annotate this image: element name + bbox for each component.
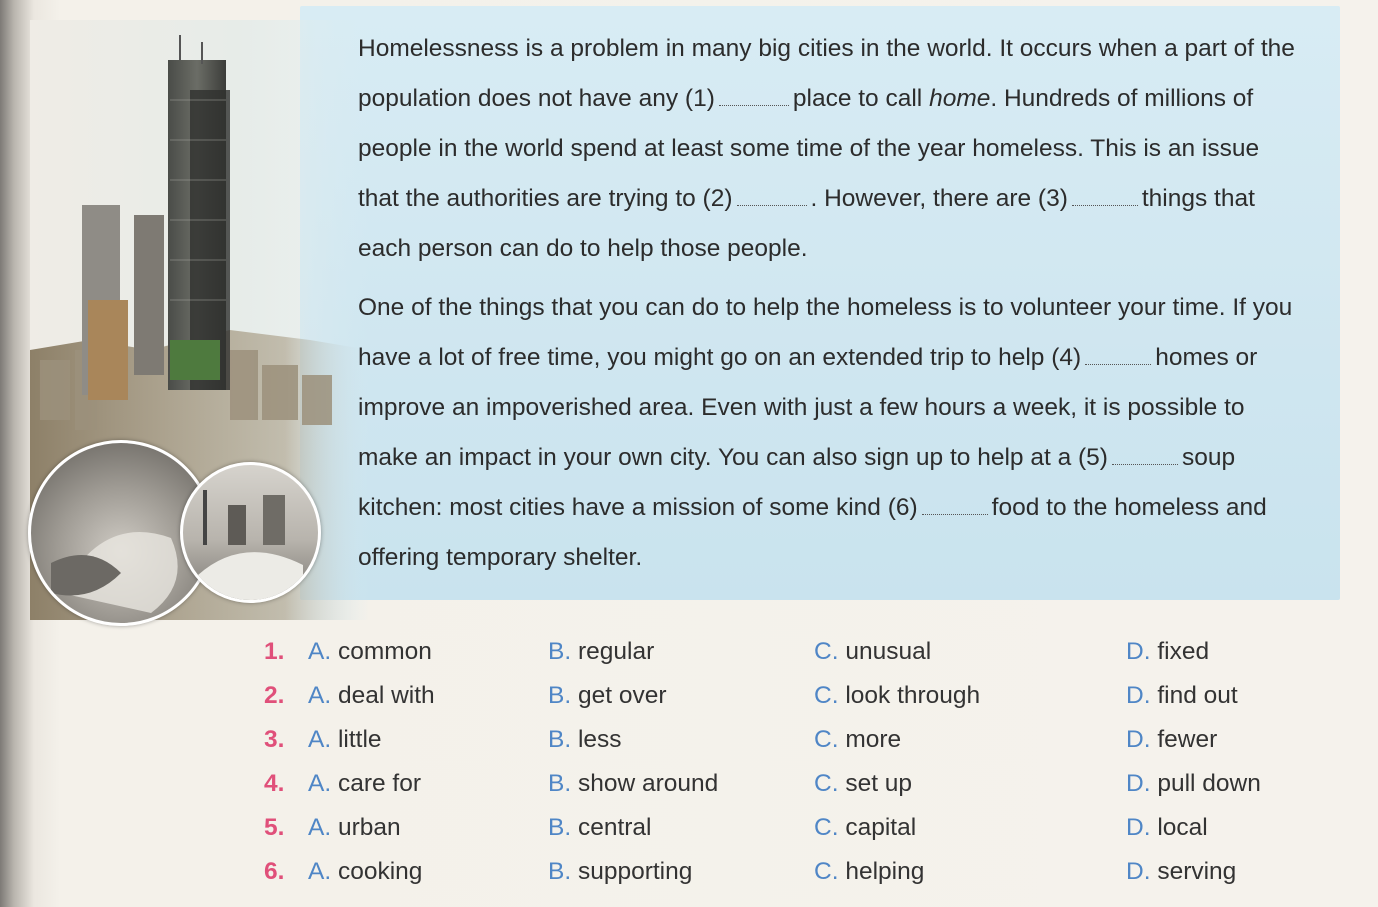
option-letter: B. xyxy=(548,682,572,709)
option-letter: B. xyxy=(548,858,572,885)
answer-option-b[interactable] xyxy=(548,638,654,666)
answer-option-b[interactable] xyxy=(548,770,718,798)
answer-option-b[interactable] xyxy=(548,858,692,886)
answer-option-d[interactable] xyxy=(1126,814,1208,842)
option-text: local xyxy=(1157,814,1208,841)
option-text: get over xyxy=(577,682,667,709)
blank-6 xyxy=(922,498,988,515)
question-number: 3. xyxy=(264,726,285,753)
passage-text: food to the homeless and offering temporary shelter. xyxy=(358,494,1267,571)
answer-option-c[interactable] xyxy=(814,638,931,666)
passage-paragraph-2 xyxy=(358,283,1303,583)
option-letter: D. xyxy=(1126,814,1151,841)
option-text: regular xyxy=(577,638,655,665)
option-text: more xyxy=(845,726,902,753)
blank-5 xyxy=(1112,448,1178,465)
option-text: less xyxy=(577,726,622,753)
blank-4 xyxy=(1085,348,1151,365)
option-text: urban xyxy=(337,814,401,841)
option-text: set up xyxy=(845,770,913,797)
option-text: supporting xyxy=(577,858,693,885)
option-letter: C. xyxy=(814,814,839,841)
answer-option-a[interactable] xyxy=(308,638,432,666)
answer-option-d[interactable] xyxy=(1126,726,1217,754)
question-row xyxy=(264,726,1364,770)
answer-option-c[interactable] xyxy=(814,814,916,842)
option-letter: D. xyxy=(1126,858,1151,885)
option-letter: D. xyxy=(1126,682,1151,709)
question-number: 4. xyxy=(264,770,285,797)
option-letter: C. xyxy=(814,858,839,885)
option-text: pull down xyxy=(1157,770,1261,797)
option-letter: D. xyxy=(1126,726,1151,753)
option-text: care for xyxy=(337,770,422,797)
option-text: common xyxy=(337,638,432,665)
answer-option-d[interactable] xyxy=(1126,638,1209,666)
passage-text: Homelessness is a problem in many big cities in the world. It occurs when a part of the population does not have any (1) xyxy=(358,35,1295,112)
reading-passage xyxy=(358,24,1303,583)
option-text: deal with xyxy=(337,682,435,709)
answer-option-d[interactable] xyxy=(1126,770,1261,798)
passage-text: things that each person can do to help those people. xyxy=(358,185,1255,262)
answer-option-a[interactable] xyxy=(308,770,421,798)
question-row xyxy=(264,858,1364,902)
answer-option-c[interactable] xyxy=(814,770,912,798)
option-letter: B. xyxy=(548,814,572,841)
option-letter: A. xyxy=(308,638,332,665)
answer-option-c[interactable] xyxy=(814,726,901,754)
option-text: capital xyxy=(845,814,917,841)
question-list xyxy=(264,638,1364,902)
option-letter: C. xyxy=(814,682,839,709)
answer-option-c[interactable] xyxy=(814,858,924,886)
photo-circle-small xyxy=(180,462,321,603)
question-row xyxy=(264,814,1364,858)
option-letter: A. xyxy=(308,682,332,709)
option-letter: A. xyxy=(308,814,332,841)
option-text: fixed xyxy=(1157,638,1210,665)
passage-text: One of the things that you can do to help the homeless is to volunteer your time. If you have a lot of free time, you might go on an extended trip to help (4) xyxy=(358,294,1293,371)
option-text: show around xyxy=(577,770,719,797)
option-text: helping xyxy=(845,858,925,885)
question-number: 2. xyxy=(264,682,285,709)
passage-text: soup kitchen: most cities have a mission of some kind (6) xyxy=(358,444,1236,521)
passage-text: . However, there are (3) xyxy=(810,185,1068,212)
option-text: cooking xyxy=(337,858,423,885)
option-text: little xyxy=(337,726,382,753)
option-letter: C. xyxy=(814,726,839,753)
option-text: central xyxy=(577,814,652,841)
answer-option-b[interactable] xyxy=(548,814,652,842)
answer-option-a[interactable] xyxy=(308,858,422,886)
question-number: 1. xyxy=(264,638,285,665)
answer-option-b[interactable] xyxy=(548,726,622,754)
question-row xyxy=(264,682,1364,726)
question-number: 6. xyxy=(264,858,285,885)
option-letter: D. xyxy=(1126,638,1151,665)
option-text: find out xyxy=(1157,682,1238,709)
question-row xyxy=(264,770,1364,814)
blank-2 xyxy=(737,189,807,206)
answer-option-a[interactable] xyxy=(308,814,401,842)
answer-option-c[interactable] xyxy=(814,682,980,710)
passage-text: homes or improve an impoverished area. Even with just a few hours a week, it is possible to make an impact in your own city. You can also sign up to help at a (5) xyxy=(358,344,1258,471)
option-letter: B. xyxy=(548,638,572,665)
question-number: 5. xyxy=(264,814,285,841)
option-letter: A. xyxy=(308,770,332,797)
answer-option-d[interactable] xyxy=(1126,858,1236,886)
passage-paragraph-1 xyxy=(358,24,1303,274)
option-letter: B. xyxy=(548,726,572,753)
option-text: look through xyxy=(845,682,981,709)
answer-option-a[interactable] xyxy=(308,682,435,710)
option-letter: A. xyxy=(308,858,332,885)
passage-italic-word: home xyxy=(929,85,991,112)
passage-text: place to call xyxy=(792,85,923,112)
blank-3 xyxy=(1072,189,1138,206)
option-letter: C. xyxy=(814,638,839,665)
blank-1 xyxy=(719,89,789,106)
passage-text: . Hundreds of millions of people in the world spend at least some time of the year homeless. This is an issue that the authorities are trying to (2) xyxy=(358,85,1260,212)
option-text: fewer xyxy=(1157,726,1218,753)
option-letter: D. xyxy=(1126,770,1151,797)
answer-option-b[interactable] xyxy=(548,682,667,710)
option-text: unusual xyxy=(845,638,932,665)
answer-option-d[interactable] xyxy=(1126,682,1238,710)
option-letter: C. xyxy=(814,770,839,797)
answer-option-a[interactable] xyxy=(308,726,382,754)
option-letter: A. xyxy=(308,726,332,753)
option-letter: B. xyxy=(548,770,572,797)
question-row xyxy=(264,638,1364,682)
option-text: serving xyxy=(1157,858,1237,885)
